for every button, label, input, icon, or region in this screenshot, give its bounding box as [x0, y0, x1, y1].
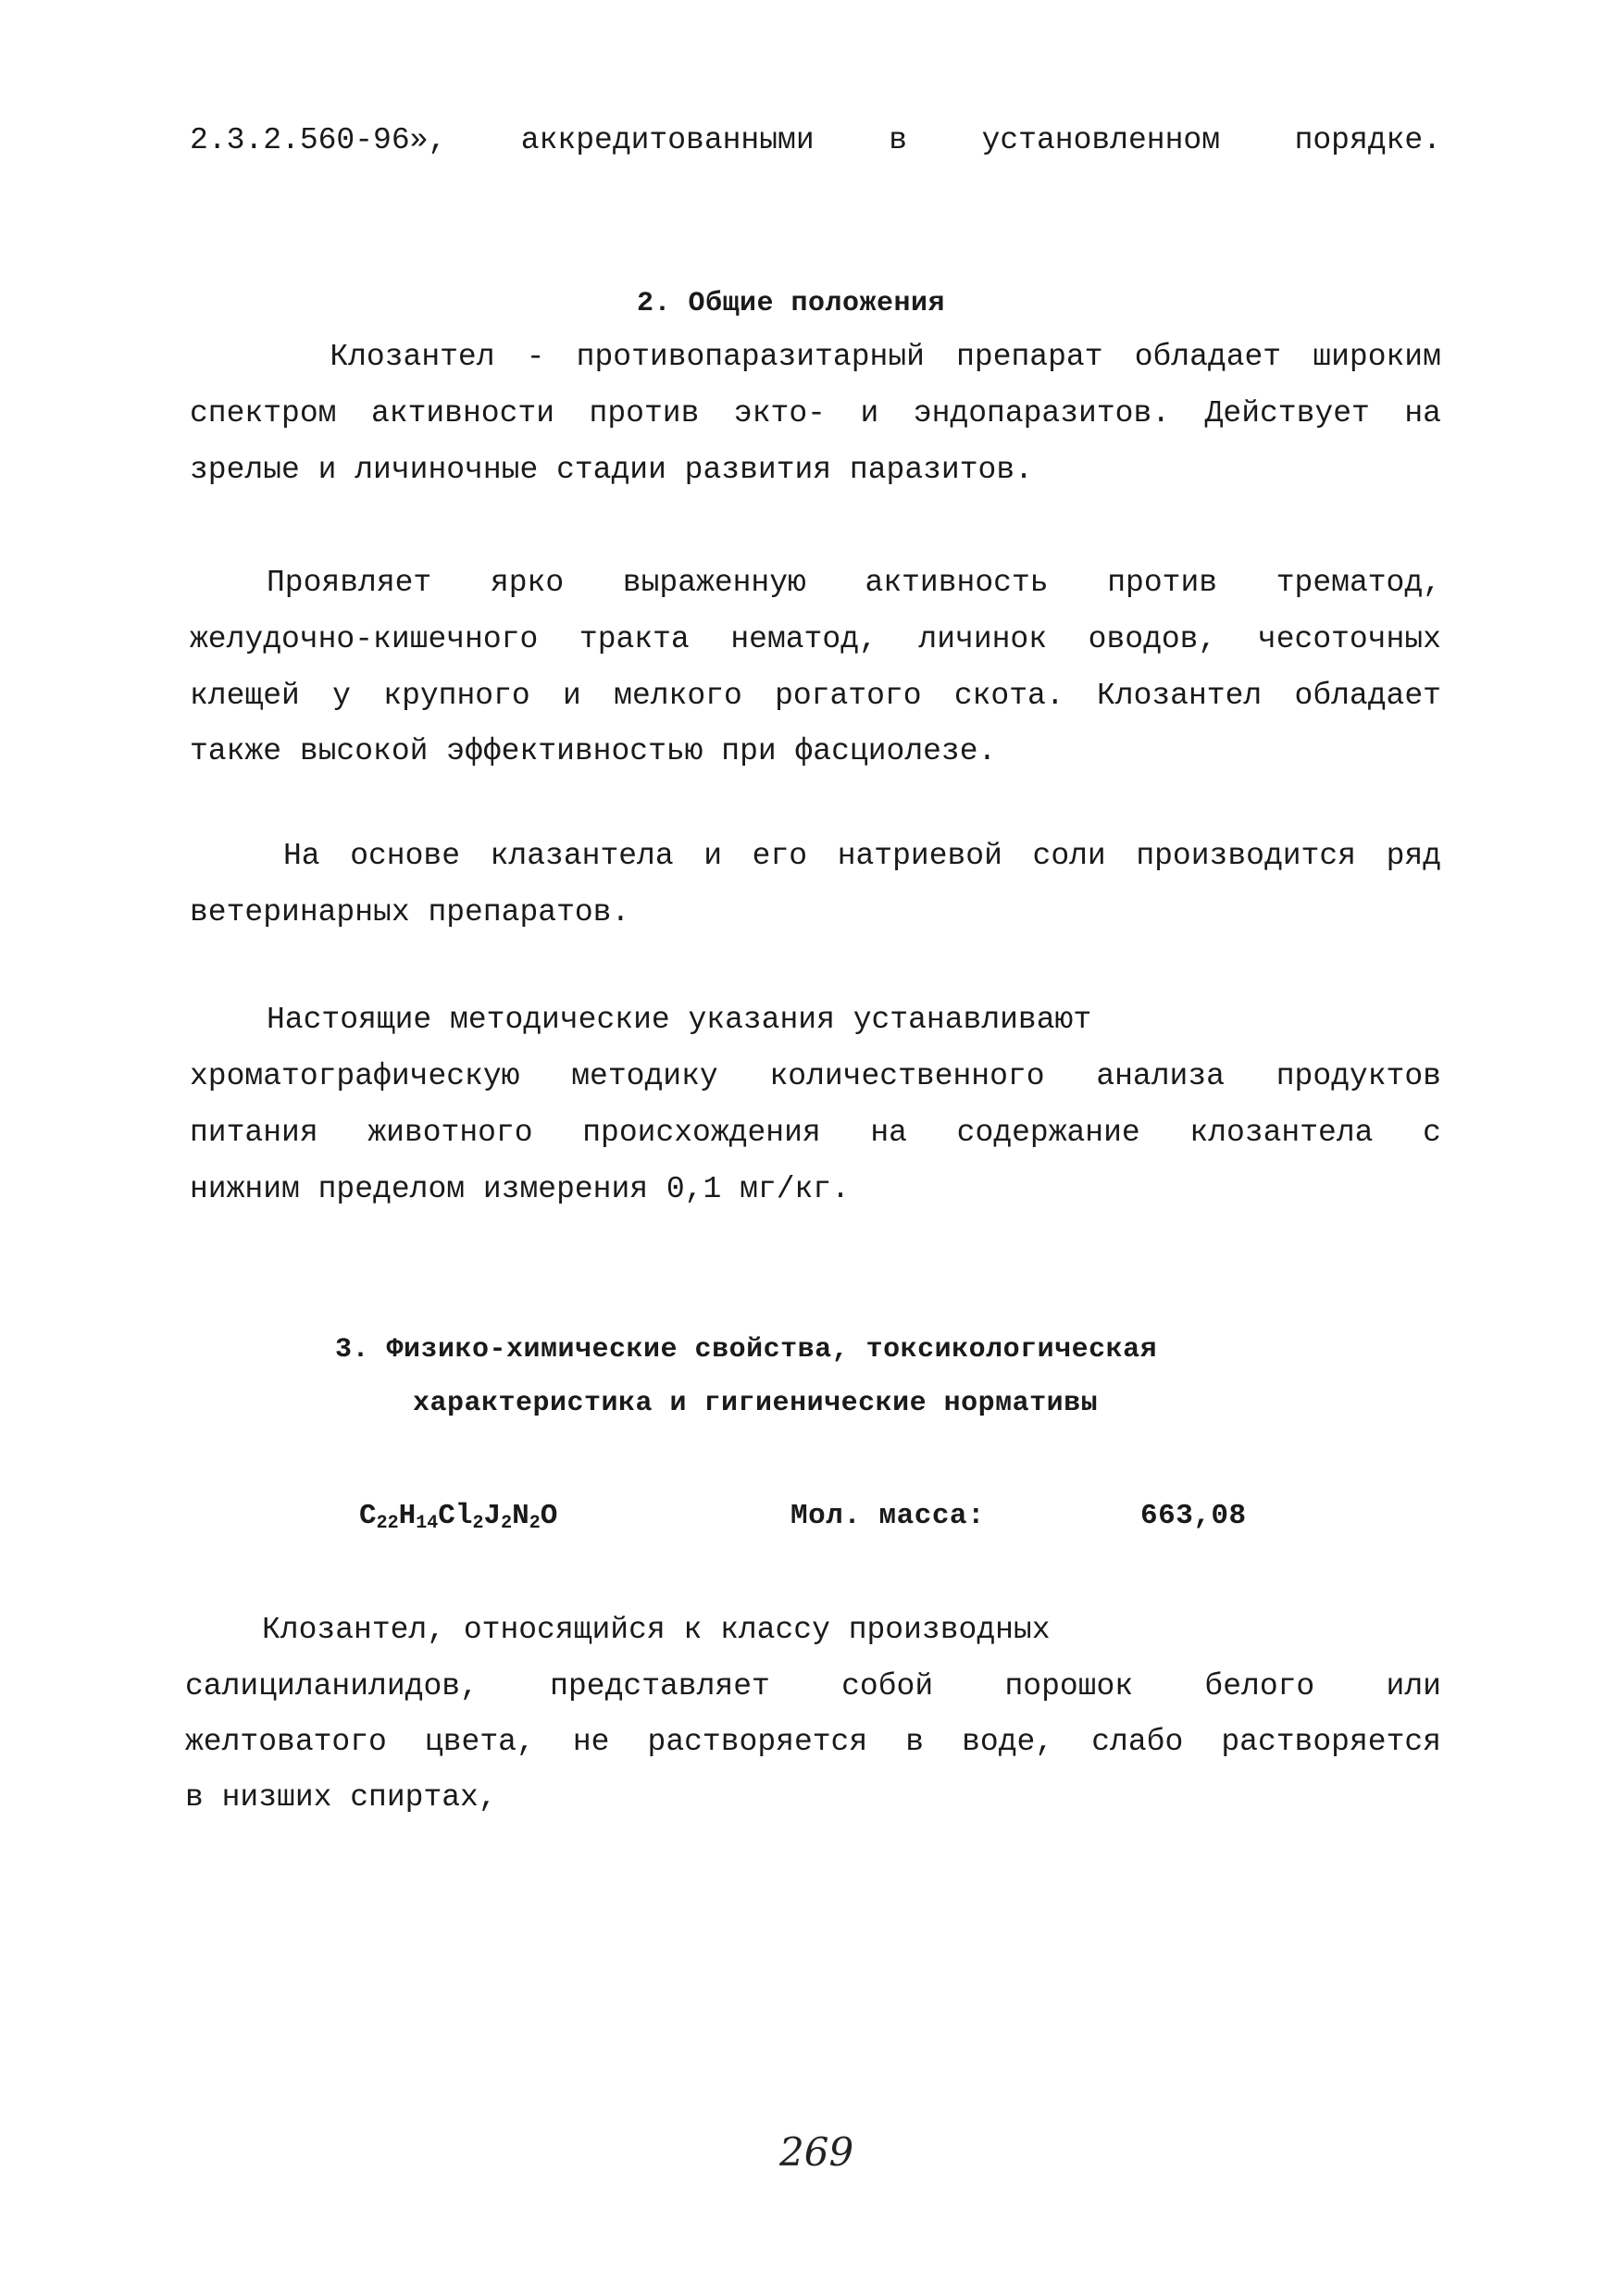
word: желтоватого [185, 1725, 387, 1759]
paragraph-line [190, 1115, 1441, 1152]
word: тракта [579, 622, 690, 656]
paragraph-line: в низших спиртах, [185, 1780, 497, 1815]
word: производится [1136, 839, 1356, 873]
word: нематод, [730, 622, 877, 656]
continuation-line [190, 122, 1441, 159]
word: спектром [190, 396, 337, 430]
word: клазантела [490, 839, 674, 873]
word: питания [190, 1116, 318, 1150]
word: цвета, [424, 1725, 535, 1759]
word: 2.3.2.560-96», [190, 123, 447, 157]
word: эндопаразитов. [913, 396, 1171, 430]
word: На [283, 839, 320, 873]
word: или [1386, 1669, 1441, 1703]
word: порошок [1004, 1669, 1134, 1703]
word: животного [367, 1116, 533, 1150]
word: белого [1204, 1669, 1315, 1703]
word: чесоточных [1257, 622, 1441, 656]
molar-mass-value: 663,08 [1140, 1500, 1247, 1532]
word: салициланилидов, [185, 1669, 479, 1703]
word: рогатого [775, 679, 922, 713]
paragraph-line [185, 1724, 1441, 1761]
word: собой [841, 1669, 934, 1703]
word: продуктов [1276, 1059, 1441, 1093]
word: Клозантел [330, 340, 495, 374]
word: ярко [490, 566, 565, 600]
word: в [905, 1725, 925, 1759]
section-3-heading-line-2: характеристика и гигиенические нормативы [413, 1388, 1099, 1419]
word: не [572, 1725, 610, 1759]
word: хроматографическую [190, 1059, 520, 1093]
word: воде, [962, 1725, 1054, 1759]
word: порядке. [1294, 123, 1441, 157]
word: растворяется [1221, 1725, 1441, 1759]
word: экто- [733, 396, 826, 430]
section-2-heading: 2. Общие положения [637, 288, 946, 319]
word: Проявляет [267, 566, 432, 600]
section-3-heading-line-1: 3. Физико-химические свойства, токсикологическая [335, 1334, 1158, 1366]
word: активности [370, 396, 555, 430]
word: клещей [190, 679, 300, 713]
word: на [1404, 396, 1441, 430]
word: оводов, [1088, 622, 1217, 656]
word: у [332, 679, 351, 713]
paragraph-line [190, 1058, 1441, 1095]
paragraph-line: Клозантел, относящийся к классу производных [262, 1613, 1051, 1647]
paragraph-line: ветеринарных препаратов. [190, 895, 630, 930]
paragraph-line: Настоящие методические указания устанавливают [267, 1003, 1092, 1037]
paragraph-line [267, 565, 1441, 602]
word: с [1423, 1116, 1441, 1150]
word: - [526, 340, 545, 374]
paragraph-line: нижним пределом измерения 0,1 мг/кг. [190, 1172, 850, 1206]
paragraph-line [283, 838, 1441, 875]
word: содержание [956, 1116, 1140, 1150]
word: против [589, 396, 700, 430]
word: растворяется [647, 1725, 868, 1759]
word: против [1107, 566, 1218, 600]
molar-mass-label: Мол. масса: [790, 1500, 986, 1532]
word: количественного [769, 1059, 1045, 1093]
paragraph-line: зрелые и личиночные стадии развития паразитов. [190, 453, 1033, 487]
word: в [889, 123, 908, 157]
word: активность [865, 566, 1049, 600]
word: происхождения [582, 1116, 821, 1150]
word: крупного [383, 679, 530, 713]
word: мелкого [614, 679, 742, 713]
word: обладает [1294, 679, 1441, 713]
word: скота. [953, 679, 1064, 713]
word: натриевой [837, 839, 1002, 873]
page-number: 269 [779, 2129, 854, 2175]
word: и [703, 839, 723, 873]
word: установленном [981, 123, 1221, 157]
word: клозантела [1189, 1116, 1374, 1150]
word: его [752, 839, 808, 873]
word: трематод, [1276, 566, 1441, 600]
word: Клозантел [1096, 679, 1263, 713]
word: аккредитованными [520, 123, 815, 157]
word: и [860, 396, 879, 430]
paragraph-line: также высокой эффективностью при фасциолезе. [190, 734, 997, 768]
word: на [870, 1116, 907, 1150]
paragraph-line [190, 621, 1441, 658]
word: препарат [956, 340, 1103, 374]
word: личинок [918, 622, 1048, 656]
word: основе [350, 839, 461, 873]
word: методику [571, 1059, 718, 1093]
paragraph-line [185, 1668, 1441, 1705]
paragraph-line [267, 339, 1441, 376]
word: выраженную [622, 566, 806, 600]
paragraph-line [190, 395, 1441, 432]
word: слабо [1091, 1725, 1184, 1759]
word: обладает [1134, 340, 1282, 374]
word: широким [1313, 340, 1441, 374]
word: анализа [1096, 1059, 1225, 1093]
word: ряд [1386, 839, 1441, 873]
word: представляет [550, 1669, 770, 1703]
word: Действует [1204, 396, 1370, 430]
word: желудочно-кишечного [190, 622, 539, 656]
paragraph-line [190, 678, 1441, 715]
word: соли [1032, 839, 1106, 873]
chemical-formula: $C_{22}H_{14}Cl_2J_2N_2O$ [359, 1500, 558, 1534]
word: и [563, 679, 581, 713]
word: противопаразитарный [576, 340, 925, 374]
